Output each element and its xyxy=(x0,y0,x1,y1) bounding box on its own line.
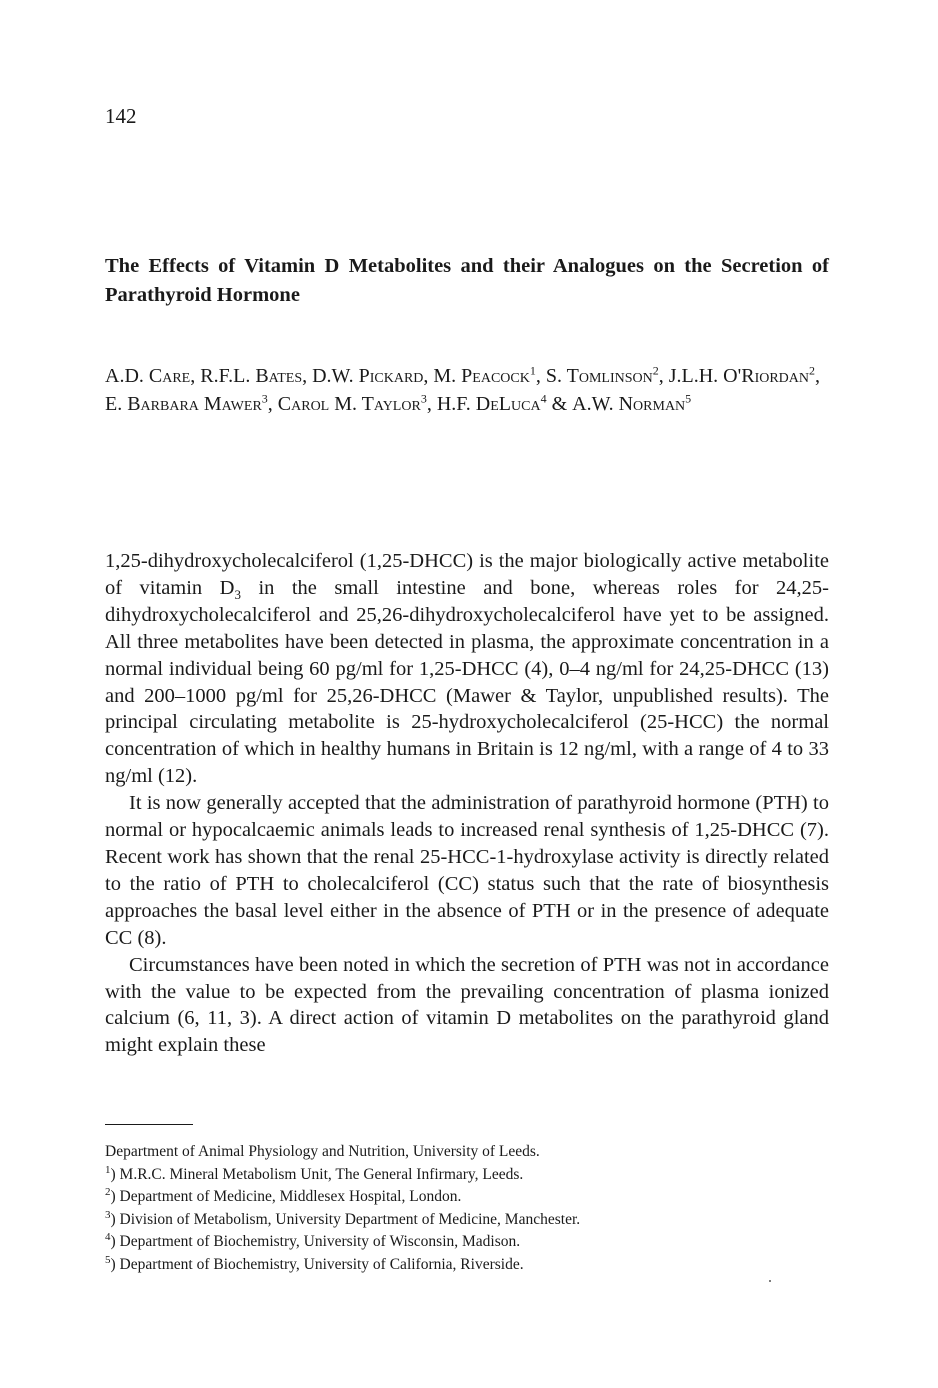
author-name: D.W. Pickard xyxy=(312,365,424,387)
author-name: E. Barbara Mawer xyxy=(105,393,262,415)
affiliation-mark: 1 xyxy=(529,363,536,378)
author-name: Carol M. Taylor xyxy=(277,393,421,415)
affiliation-mark: 4 xyxy=(540,391,547,406)
affiliation-mark: 5 xyxy=(685,391,692,406)
paragraph-1 xyxy=(105,548,829,790)
author-name: A.D. Care xyxy=(105,365,191,387)
footnote: $^2$) Department of Medicine, Middlesex Hospital, London. xyxy=(105,1186,462,1206)
footnote: $^5$) Department of Biochemistry, University of California, Riverside. xyxy=(105,1253,524,1273)
paragraph-1-text-a: 1,25-dihydroxycholecalciferol (1,25-DHCC) is the major biologically active metabolite of vitamin D xyxy=(105,550,829,599)
affiliation-mark: 2 xyxy=(652,363,659,378)
affiliation-mark: 3 xyxy=(420,391,427,406)
paragraph-2: It is now generally accepted that the administration of parathyroid hormone (PTH) to normal or hypocalcaemic animals leads to increased renal synthesis of 1,25-DHCC (7). Recent work has shown that the renal 25-HCC-1-hydroxylase activity is directly related to the ratio of PTH to cholecalciferol (CC) status such that the rate of biosynthesis approaches the basal level either in the absence of PTH or in the presence of adequate CC (8). xyxy=(105,792,829,949)
author-name: H.F. DeLuca xyxy=(436,393,541,415)
affiliation-mark: 3 xyxy=(261,391,268,406)
footnote: $^1$) M.R.C. Mineral Metabolism Unit, The General Infirmary, Leeds. xyxy=(105,1163,524,1183)
paragraph-1-text-b: in the small intestine and bone, whereas roles for 24,25-dihydroxycholecalciferol and 25,26-dihydroxycholecalciferol have yet to be assigned. All three metabolites have been detected in plasma, the approximate concentration in a normal individual being 60 pg/ml for 1,25-DHCC (4), 0–4 ng/ml for 24,25-DHCC (13) and 200–1000 pg/ml for 25,26-DHCC (Mawer & Taylor, unpublished results). The principal circulating metabolite is 25-hydroxycholecalciferol (25-HCC) the normal concentration of which in healthy humans in Britain is 12 ng/ml, with a range of 4 to 33 ng/ml (12). xyxy=(105,576,830,788)
footnote: Department of Animal Physiology and Nutrition, University of Leeds. xyxy=(105,1143,540,1160)
page-number: 142 xyxy=(105,104,137,128)
paragraph-3: Circumstances have been noted in which the secretion of PTH was not in accordance with the value to be expected from the prevailing concentration of plasma ionized calcium (6, 11, 3). A direct action of vitamin D metabolites on the parathyroid gland might explain these xyxy=(105,953,829,1057)
print-speck xyxy=(769,1280,771,1282)
footnote: $^4$) Department of Biochemistry, University of Wisconsin, Madison. xyxy=(105,1231,521,1251)
author-name: A.W. Norman xyxy=(572,393,686,415)
footnote: $^3$) Division of Metabolism, University Department of Medicine, Manchester. xyxy=(105,1208,581,1228)
footnote-rule xyxy=(105,1124,193,1125)
subscript: 3 xyxy=(234,587,241,602)
author-name: M. Peacock xyxy=(433,365,530,387)
footnotes xyxy=(105,1141,829,1277)
author-name: R.F.L. Bates xyxy=(200,365,303,387)
author-list: A.D. Care, R.F.L. Bates, D.W. Pickard, M. Peacock$^1$, S. Tomlinson$^2$, J.L.H. O'Riordan$^2$, E. Barbara Mawer$^3$, Carol M. Taylor$^3$, H.F. DeLuca$^4$ & A.W. Norman$^5$ xyxy=(105,363,821,415)
body-text xyxy=(105,548,829,1059)
affiliation-mark: 2 xyxy=(809,363,816,378)
author-name: S. Tomlinson xyxy=(545,365,653,387)
paper-title: The Effects of Vitamin D Metabolites and their Analogues on the Secretion of Parathyroid Hormone xyxy=(105,255,829,306)
author-name: J.L.H. O'Riordan xyxy=(668,365,810,387)
